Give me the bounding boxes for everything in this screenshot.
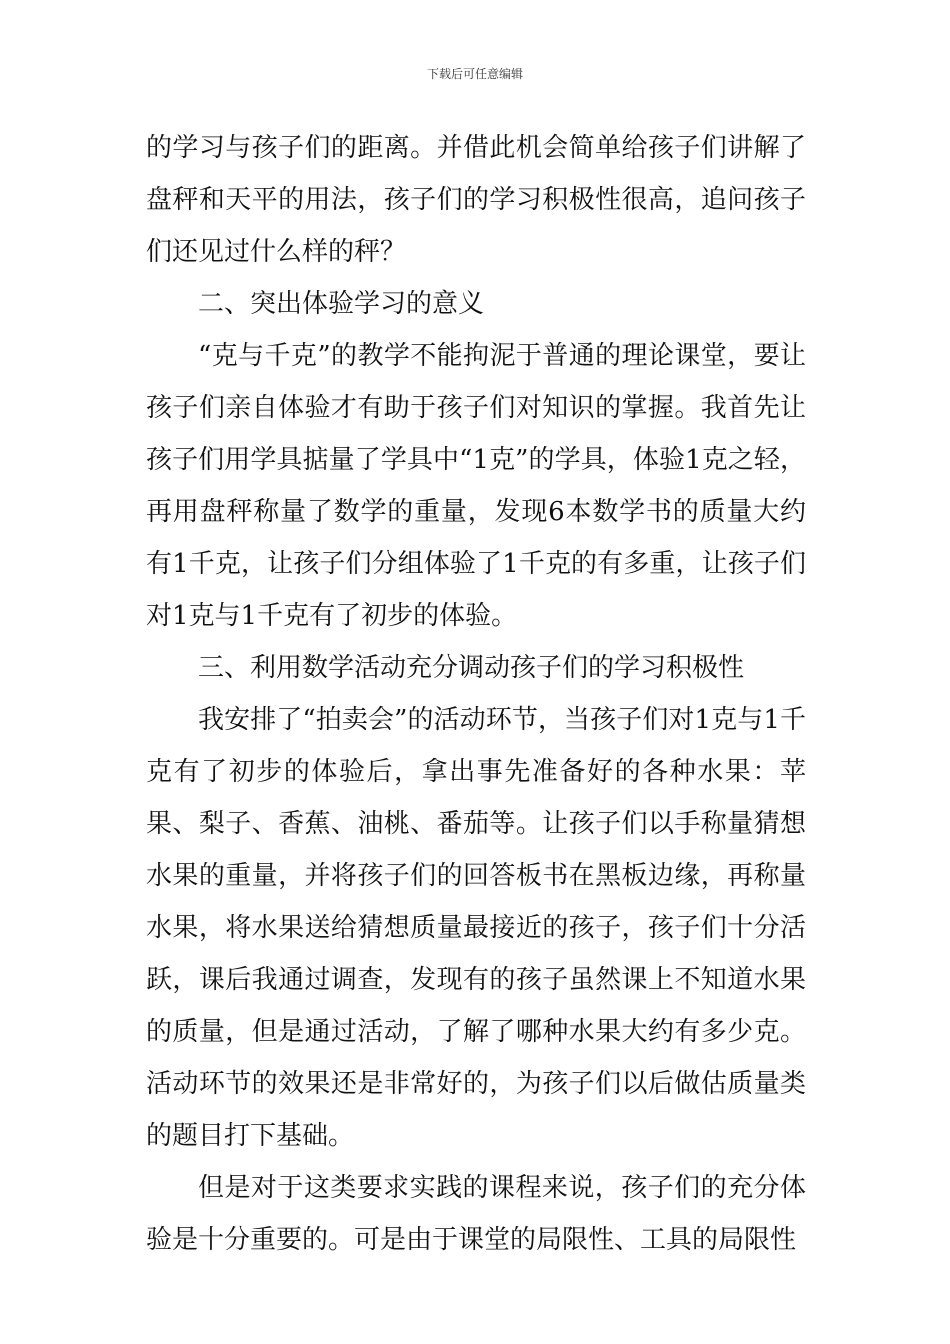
page-header: 下载后可任意编辑 — [426, 67, 523, 81]
paragraph-1: 的学习与孩子们的距离。并借此机会简单给孩子们讲解了盘秤和天平的用法，孩子们的学习积极性很高，追问孩子们还见过什么样的秤？ — [146, 133, 806, 267]
section-heading-3: 三、利用数学活动充分调动孩子们的学习积极性 — [198, 653, 745, 683]
paragraph-4: 但是对于这类要求实践的课程来说，孩子们的充分体验是十分重要的。可是由于课堂的局限性、工具的局限性 — [146, 1173, 806, 1255]
section-heading-2: 二、突出体验学习的意义 — [198, 289, 485, 319]
paragraph-3: 我安排了“拍卖会”的活动环节，当孩子们对1克与1千克有了初步的体验后，拿出事先准备好的各种水果：苹果、梨子、香蕉、油桃、番茄等。让孩子们以手称量猜想水果的重量，并将孩子们的回答板书在黑板边缘，再称量水果，将水果送给猜想质量最接近的孩子，孩子们十分活跃，课后我通过调查，发现有的孩子虽然课上不知道水果的质量，但是通过活动，了解了哪种水果大约有多少克。活动环节的效果还是非常好的，为孩子们以后做估质量类的题目打下基础。 — [146, 705, 806, 1151]
document-body — [146, 122, 806, 1266]
paragraph-2: “克与千克”的教学不能拘泥于普通的理论课堂，要让孩子们亲自体验才有助于孩子们对知识的掌握。我首先让孩子们用学具掂量了学具中“1克”的学具，体验1克之轻，再用盘秤称量了数学的重量，发现6本数学书的质量大约有1千克，让孩子们分组体验了1千克的有多重，让孩子们对1克与1千克有了初步的体验。 — [146, 341, 806, 631]
